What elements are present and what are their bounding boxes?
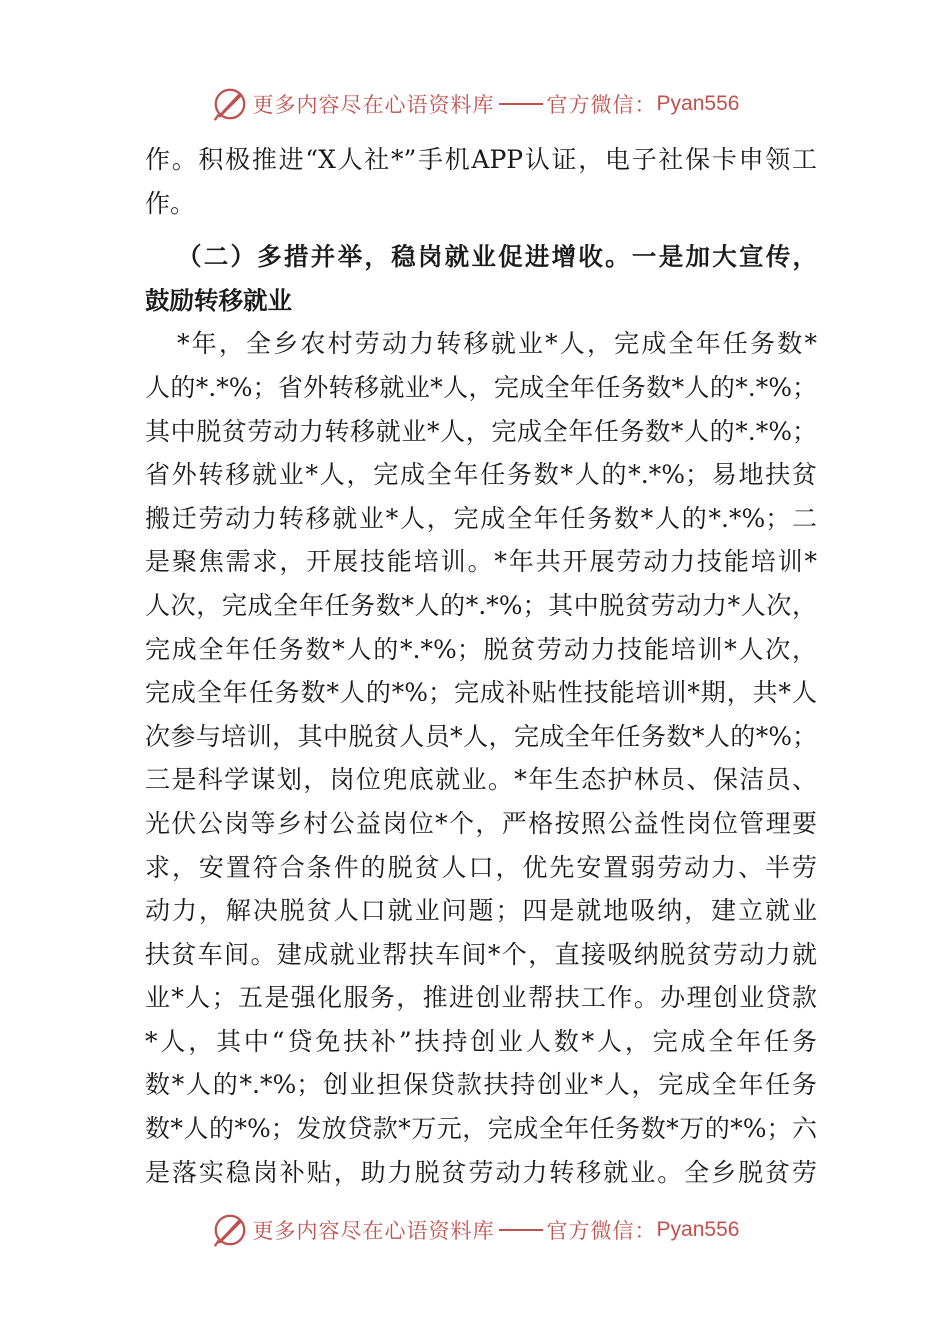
- text-line: 是落实稳岗补贴，助力脱贫劳动力转移就业。全乡脱贫劳: [145, 1157, 817, 1187]
- header-wechat-id: Pyan556: [656, 92, 740, 115]
- footer-wechat-id: Pyan556: [656, 1218, 740, 1241]
- text-line: 求，安置符合条件的脱贫人口，优先安置弱劳动力、半劳: [145, 852, 817, 882]
- text-line: 省外转移就业*人，完成全年任务数*人的*.*%；易地扶贫: [145, 460, 817, 490]
- header-site-text: 更多内容尽在心语资料库: [252, 93, 495, 117]
- text-line: 动力，解决脱贫人口就业问题；四是就地吸纳，建立就业: [145, 896, 817, 926]
- text-line: 是聚焦需求，开展技能培训。*年共开展劳动力技能培训*: [145, 547, 817, 577]
- text-line: 其中脱贫劳动力转移就业*人，完成全年任务数*人的*.*%；: [145, 416, 817, 446]
- header-wechat-label: 官方微信：: [546, 93, 657, 117]
- section-heading: 鼓励转移就业: [145, 285, 292, 315]
- section-heading: （二）多措并举，稳岗就业促进增收。一是加大宣传，: [177, 242, 817, 272]
- text-line: 完成全年任务数*人的*%；完成补贴性技能培训*期，共*人: [145, 678, 817, 708]
- header-watermark: [0, 82, 950, 126]
- text-line: 人的*.*%；省外转移就业*人，完成全年任务数*人的*.*%；: [145, 372, 817, 402]
- header-dash: [499, 103, 543, 105]
- footer-watermark: [0, 1208, 950, 1252]
- footer-dash: [499, 1229, 543, 1231]
- text-line: 扶贫车间。建成就业帮扶车间*个，直接吸纳脱贫劳动力就: [145, 939, 817, 969]
- text-line: 数*人的*%；发放贷款*万元，完成全年任务数*万的*%；六: [145, 1114, 817, 1144]
- text-line: 搬迁劳动力转移就业*人，完成全年任务数*人的*.*%；二: [145, 503, 817, 533]
- text-line: 作。: [145, 188, 196, 218]
- text-line: 业*人；五是强化服务，推进创业帮扶工作。办理创业贷款: [145, 983, 817, 1013]
- quill-logo-icon: [211, 1211, 249, 1249]
- footer-wechat-label: 官方微信：: [546, 1219, 657, 1243]
- footer-site-text: 更多内容尽在心语资料库: [252, 1219, 495, 1243]
- text-line: 作。积极推进“X人社*”手机APP认证，电子社保卡申领工: [145, 145, 817, 174]
- text-line: 数*人的*.*%；创业担保贷款扶持创业*人，完成全年任务: [145, 1070, 817, 1100]
- text-line: 三是科学谋划，岗位兜底就业。*年生态护林员、保洁员、: [145, 765, 817, 795]
- text-line: 光伏公岗等乡村公益岗位*个，严格按照公益性岗位管理要: [145, 808, 817, 838]
- text-line: *人，其中“贷免扶补”扶持创业人数*人，完成全年任务: [145, 1026, 817, 1056]
- text-line: 次参与培训，其中脱贫人员*人，完成全年任务数*人的*%；: [145, 721, 817, 751]
- quill-logo-icon: [211, 85, 249, 123]
- text-line: 完成全年任务数*人的*.*%；脱贫劳动力技能培训*人次，: [145, 634, 817, 664]
- text-line: *年，全乡农村劳动力转移就业*人，完成全年任务数*: [177, 329, 817, 359]
- document-body: [145, 138, 817, 1194]
- text-line: 人次，完成全年任务数*人的*.*%；其中脱贫劳动力*人次，: [145, 590, 817, 620]
